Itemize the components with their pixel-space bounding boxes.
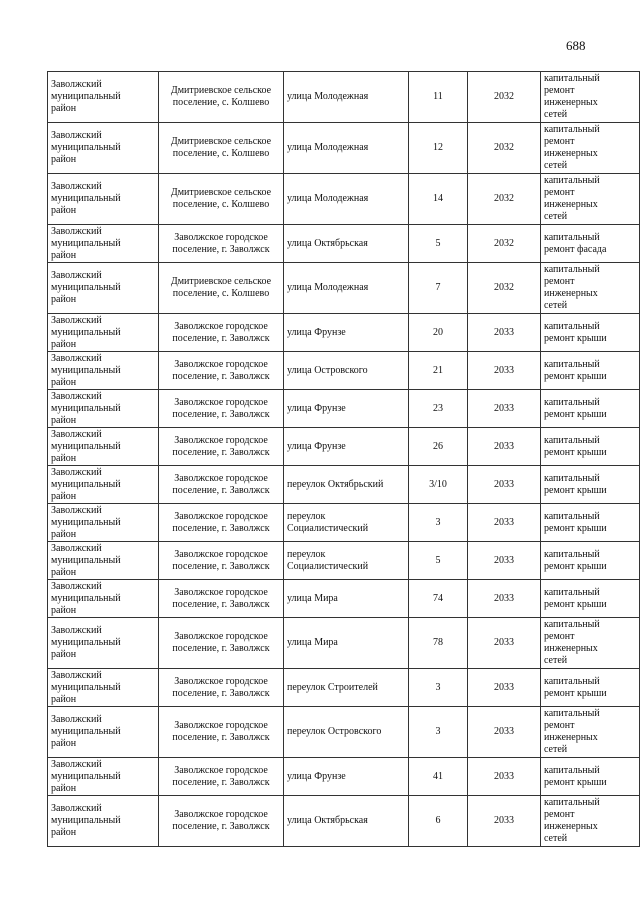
settlement-cell-text: Заволжское городское поселение, г. Заволжск: [172, 320, 270, 344]
district-cell-text: Заволжский муниципальный район: [51, 466, 121, 502]
table-row: [48, 796, 640, 847]
street-cell-text: улица Мира: [287, 637, 338, 648]
work-type-cell-text: капитальный ремонт инженерных сетей: [544, 264, 600, 311]
year-cell: [468, 707, 541, 758]
settlement-cell-text: Заволжское городское поселение, г. Заволжск: [172, 472, 270, 496]
street-cell-text: улица Молодежная: [287, 91, 369, 102]
year-cell-text: 2033: [494, 554, 514, 566]
table-row: [48, 504, 640, 542]
work-type-cell: [541, 580, 640, 618]
district-cell-text: Заволжский муниципальный район: [51, 352, 121, 388]
street-cell-text: переулок Островского: [287, 726, 382, 737]
house-number-cell: [409, 390, 468, 428]
street-cell-text: улица Молодежная: [287, 142, 369, 153]
street-cell-text: улица Молодежная: [287, 282, 369, 293]
district-cell: [48, 618, 159, 669]
settlement-cell-text: Дмитриевское сельское поселение, с. Колшево: [170, 85, 272, 108]
year-cell: [468, 542, 541, 580]
house-number-cell: [409, 225, 468, 263]
district-cell: [48, 580, 159, 618]
house-number-cell-text: 6: [435, 815, 441, 826]
settlement-cell: [159, 225, 284, 263]
street-cell: [284, 428, 409, 466]
street-cell: [284, 123, 409, 174]
street-cell: [284, 796, 409, 847]
year-cell-text: 2033: [494, 637, 514, 648]
year-cell-text: 2033: [494, 681, 514, 693]
table-row: [48, 428, 640, 466]
settlement-cell-text: Заволжское городское поселение, г. Заволжск: [172, 675, 270, 699]
table-row: [48, 618, 640, 669]
work-type-cell: [541, 542, 640, 580]
district-cell-text: Заволжский муниципальный район: [51, 625, 121, 660]
work-type-cell: [541, 669, 640, 707]
table-row: [48, 758, 640, 796]
work-type-cell-text: капитальный ремонт крыши: [544, 675, 607, 699]
settlement-cell: [159, 758, 284, 796]
settlement-cell: [159, 618, 284, 669]
house-number-cell-text: 20: [433, 326, 443, 338]
work-type-cell-text: капитальный ремонт крыши: [544, 434, 607, 458]
year-cell-text: 2032: [494, 282, 514, 293]
year-cell: [468, 174, 541, 225]
street-cell: [284, 352, 409, 390]
page-number: 688: [566, 38, 586, 53]
house-number-cell-text: 26: [433, 440, 443, 452]
work-type-cell-text: капитальный ремонт инженерных сетей: [544, 797, 600, 844]
street-cell-text: улица Октябрьская: [287, 237, 368, 249]
district-cell: [48, 314, 159, 352]
settlement-cell: [159, 314, 284, 352]
district-cell-text: Заволжский муниципальный район: [51, 714, 121, 749]
street-cell: [284, 72, 409, 123]
work-type-cell-text: капитальный ремонт крыши: [544, 586, 607, 610]
year-cell: [468, 669, 541, 707]
table-row: [48, 174, 640, 225]
year-cell: [468, 504, 541, 542]
house-number-cell: [409, 542, 468, 580]
work-type-cell: [541, 428, 640, 466]
house-number-cell: [409, 314, 468, 352]
street-cell: [284, 504, 409, 542]
house-number-cell: [409, 428, 468, 466]
table-row: [48, 225, 640, 263]
year-cell-text: 2033: [494, 478, 514, 490]
settlement-cell: [159, 263, 284, 314]
street-cell-text: улица Островского: [287, 364, 368, 376]
house-number-cell: [409, 352, 468, 390]
work-type-cell-text: капитальный ремонт крыши: [544, 510, 607, 534]
street-cell: [284, 314, 409, 352]
work-type-cell-text: капитальный ремонт инженерных сетей: [544, 619, 600, 666]
house-number-cell-text: 7: [435, 282, 441, 293]
year-cell: [468, 758, 541, 796]
table-row: [48, 72, 640, 123]
work-type-cell: [541, 466, 640, 504]
work-type-cell: [541, 314, 640, 352]
table-row: [48, 466, 640, 504]
table-row: [48, 669, 640, 707]
settlement-cell: [159, 352, 284, 390]
settlement-cell: [159, 466, 284, 504]
settlement-cell-text: Заволжское городское поселение, г. Заволжск: [172, 358, 270, 382]
street-cell-text: улица Фрунзе: [287, 770, 346, 782]
street-cell: [284, 580, 409, 618]
district-cell: [48, 707, 159, 758]
district-cell: [48, 352, 159, 390]
settlement-cell-text: Дмитриевское сельское поселение, с. Колшево: [170, 136, 272, 159]
district-cell-text: Заволжский муниципальный район: [51, 314, 121, 350]
work-type-cell: [541, 618, 640, 669]
repair-schedule-table: [47, 71, 640, 847]
house-number-cell: [409, 758, 468, 796]
settlement-cell-text: Заволжское городское поселение, г. Заволжск: [172, 231, 270, 255]
house-number-cell: [409, 580, 468, 618]
district-cell-text: Заволжский муниципальный район: [51, 580, 121, 616]
settlement-cell: [159, 542, 284, 580]
table-row: [48, 707, 640, 758]
table-row: [48, 263, 640, 314]
work-type-cell: [541, 352, 640, 390]
work-type-cell-text: капитальный ремонт инженерных сетей: [544, 175, 600, 222]
district-cell: [48, 390, 159, 428]
street-cell: [284, 542, 409, 580]
year-cell: [468, 796, 541, 847]
street-cell-text: улица Молодежная: [287, 193, 369, 204]
table-row: [48, 352, 640, 390]
house-number-cell-text: 14: [433, 193, 443, 204]
district-cell-text: Заволжский муниципальный район: [51, 669, 121, 705]
year-cell-text: 2033: [494, 516, 514, 528]
district-cell-text: Заволжский муниципальный район: [51, 428, 121, 464]
street-cell-text: улица Мира: [287, 592, 338, 604]
work-type-cell-text: капитальный ремонт крыши: [544, 548, 607, 572]
settlement-cell: [159, 390, 284, 428]
district-cell-text: Заволжский муниципальный район: [51, 542, 121, 578]
work-type-cell: [541, 707, 640, 758]
house-number-cell-text: 12: [433, 142, 443, 153]
house-number-cell-text: 3: [435, 726, 441, 737]
year-cell-text: 2033: [494, 726, 514, 737]
work-type-cell-text: капитальный ремонт крыши: [544, 396, 607, 420]
street-cell: [284, 263, 409, 314]
street-cell-text: улица Фрунзе: [287, 440, 346, 452]
settlement-cell-text: Заволжское городское поселение, г. Заволжск: [172, 510, 270, 534]
year-cell: [468, 618, 541, 669]
settlement-cell-text: Заволжское городское поселение, г. Заволжск: [172, 631, 270, 654]
year-cell-text: 2033: [494, 326, 514, 338]
house-number-cell: [409, 707, 468, 758]
settlement-cell-text: Заволжское городское поселение, г. Заволжск: [172, 586, 270, 610]
street-cell: [284, 707, 409, 758]
street-cell: [284, 669, 409, 707]
house-number-cell-text: 5: [435, 237, 441, 249]
street-cell: [284, 390, 409, 428]
house-number-cell-text: 21: [433, 364, 443, 376]
work-type-cell-text: капитальный ремонт инженерных сетей: [544, 708, 600, 755]
settlement-cell: [159, 428, 284, 466]
district-cell: [48, 263, 159, 314]
settlement-cell-text: Заволжское городское поселение, г. Заволжск: [172, 809, 270, 832]
table-row: [48, 542, 640, 580]
district-cell-text: Заволжский муниципальный район: [51, 504, 121, 540]
settlement-cell-text: Заволжское городское поселение, г. Заволжск: [172, 396, 270, 420]
settlement-cell-text: Заволжское городское поселение, г. Заволжск: [172, 434, 270, 458]
table-row: [48, 123, 640, 174]
settlement-cell: [159, 72, 284, 123]
work-type-cell-text: капитальный ремонт крыши: [544, 358, 607, 382]
settlement-cell-text: Заволжское городское поселение, г. Заволжск: [172, 764, 270, 788]
year-cell: [468, 72, 541, 123]
house-number-cell: [409, 504, 468, 542]
year-cell: [468, 225, 541, 263]
district-cell-text: Заволжский муниципальный район: [51, 79, 121, 114]
table-row: [48, 390, 640, 428]
district-cell-text: Заволжский муниципальный район: [51, 181, 121, 216]
house-number-cell: [409, 123, 468, 174]
table-body: [48, 72, 640, 847]
street-cell: [284, 618, 409, 669]
work-type-cell: [541, 123, 640, 174]
settlement-cell: [159, 504, 284, 542]
district-cell: [48, 174, 159, 225]
district-cell: [48, 504, 159, 542]
work-type-cell: [541, 796, 640, 847]
district-cell: [48, 758, 159, 796]
year-cell-text: 2033: [494, 592, 514, 604]
district-cell: [48, 542, 159, 580]
settlement-cell-text: Заволжское городское поселение, г. Заволжск: [172, 720, 270, 743]
street-cell-text: улица Октябрьская: [287, 815, 368, 826]
house-number-cell-text: 74: [433, 592, 443, 604]
work-type-cell: [541, 72, 640, 123]
district-cell: [48, 466, 159, 504]
year-cell: [468, 466, 541, 504]
table-row: [48, 314, 640, 352]
year-cell: [468, 263, 541, 314]
house-number-cell-text: 78: [433, 637, 443, 648]
work-type-cell: [541, 504, 640, 542]
district-cell: [48, 72, 159, 123]
district-cell-text: Заволжский муниципальный район: [51, 758, 121, 794]
year-cell-text: 2033: [494, 440, 514, 452]
settlement-cell: [159, 580, 284, 618]
work-type-cell-text: капитальный ремонт инженерных сетей: [544, 73, 600, 120]
district-cell: [48, 669, 159, 707]
house-number-cell: [409, 618, 468, 669]
district-cell: [48, 796, 159, 847]
street-cell-text: переулок Октябрьский: [287, 478, 384, 490]
house-number-cell-text: 11: [433, 91, 443, 102]
year-cell: [468, 580, 541, 618]
work-type-cell-text: капитальный ремонт крыши: [544, 764, 607, 788]
settlement-cell-text: Дмитриевское сельское поселение, с. Колшево: [170, 276, 272, 299]
settlement-cell: [159, 174, 284, 225]
house-number-cell-text: 3/10: [429, 478, 447, 490]
district-cell-text: Заволжский муниципальный район: [51, 803, 121, 838]
year-cell-text: 2032: [494, 142, 514, 153]
house-number-cell: [409, 466, 468, 504]
house-number-cell: [409, 796, 468, 847]
year-cell: [468, 390, 541, 428]
street-cell: [284, 758, 409, 796]
work-type-cell: [541, 263, 640, 314]
year-cell-text: 2033: [494, 770, 514, 782]
street-cell-text: переулок Социалистический: [287, 510, 369, 534]
house-number-cell-text: 23: [433, 402, 443, 414]
work-type-cell: [541, 390, 640, 428]
work-type-cell-text: капитальный ремонт крыши: [544, 472, 607, 496]
street-cell: [284, 174, 409, 225]
year-cell-text: 2033: [494, 815, 514, 826]
settlement-cell: [159, 123, 284, 174]
year-cell: [468, 123, 541, 174]
work-type-cell-text: капитальный ремонт крыши: [544, 320, 607, 344]
settlement-cell: [159, 669, 284, 707]
house-number-cell: [409, 72, 468, 123]
district-cell-text: Заволжский муниципальный район: [51, 130, 121, 165]
year-cell: [468, 314, 541, 352]
year-cell-text: 2032: [494, 193, 514, 204]
house-number-cell: [409, 669, 468, 707]
year-cell-text: 2033: [494, 402, 514, 414]
settlement-cell: [159, 796, 284, 847]
street-cell-text: переулок Строителей: [287, 681, 378, 693]
street-cell: [284, 225, 409, 263]
street-cell-text: улица Фрунзе: [287, 402, 346, 414]
street-cell: [284, 466, 409, 504]
settlement-cell: [159, 707, 284, 758]
house-number-cell: [409, 263, 468, 314]
settlement-cell-text: Дмитриевское сельское поселение, с. Колшево: [170, 187, 272, 210]
house-number-cell-text: 41: [433, 770, 443, 782]
work-type-cell: [541, 174, 640, 225]
district-cell-text: Заволжский муниципальный район: [51, 390, 121, 426]
street-cell-text: переулок Социалистический: [287, 548, 369, 572]
street-cell-text: улица Фрунзе: [287, 326, 346, 338]
work-type-cell: [541, 225, 640, 263]
year-cell-text: 2032: [494, 91, 514, 102]
house-number-cell-text: 3: [435, 516, 441, 528]
settlement-cell-text: Заволжское городское поселение, г. Заволжск: [172, 548, 270, 572]
district-cell: [48, 123, 159, 174]
year-cell-text: 2033: [494, 364, 514, 376]
year-cell: [468, 352, 541, 390]
year-cell: [468, 428, 541, 466]
district-cell: [48, 225, 159, 263]
work-type-cell-text: капитальный ремонт фасада: [544, 231, 607, 255]
year-cell-text: 2032: [494, 237, 514, 249]
district-cell-text: Заволжский муниципальный район: [51, 270, 121, 305]
district-cell-text: Заволжский муниципальный район: [51, 225, 121, 261]
house-number-cell-text: 3: [435, 681, 441, 693]
district-cell: [48, 428, 159, 466]
house-number-cell: [409, 174, 468, 225]
work-type-cell: [541, 758, 640, 796]
table-row: [48, 580, 640, 618]
work-type-cell-text: капитальный ремонт инженерных сетей: [544, 124, 600, 171]
house-number-cell-text: 5: [435, 554, 441, 566]
